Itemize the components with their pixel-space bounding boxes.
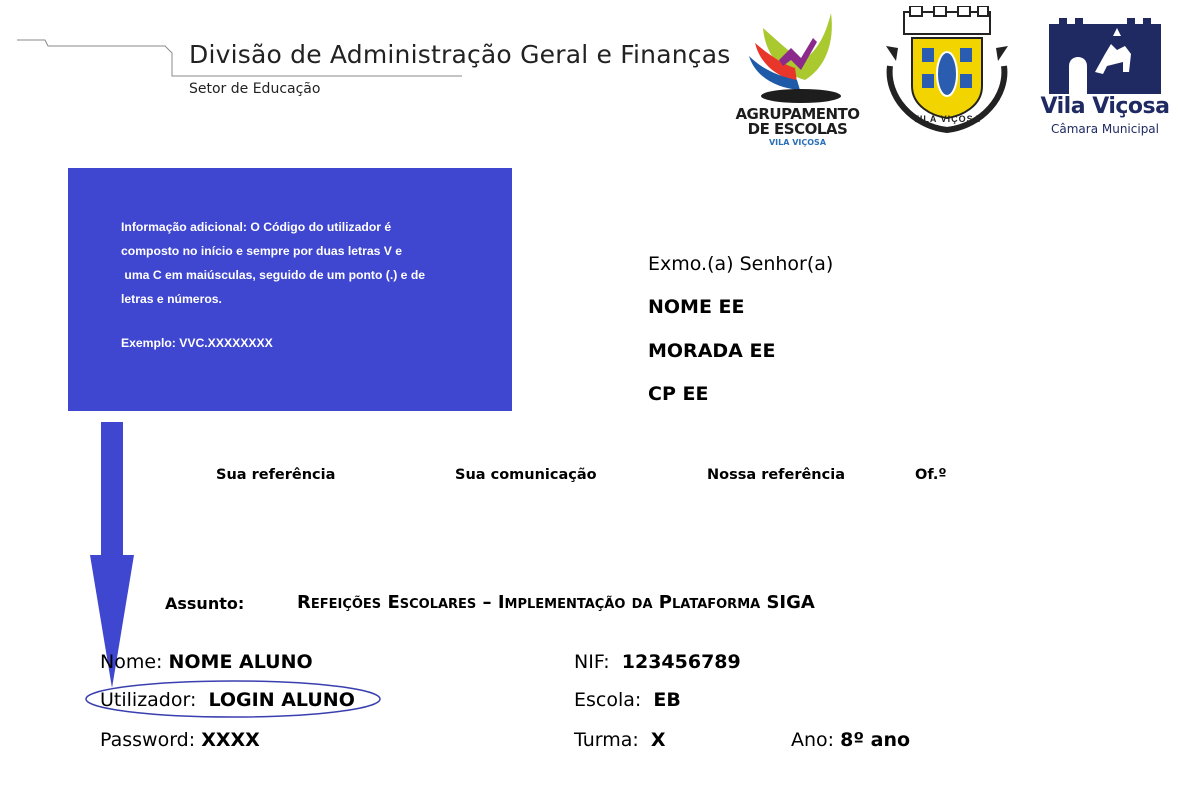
- coat-of-arms: [882, 6, 1012, 136]
- department-subtitle: Setor de Educação: [189, 81, 321, 97]
- agrupamento-line2: DE ESCOLAS: [747, 120, 848, 138]
- agrupamento-line3: VILA VIÇOSA: [768, 138, 827, 147]
- ref-sua-referencia: Sua referência: [216, 467, 336, 483]
- info-example: Exemplo: VVC.XXXXXXXX: [121, 336, 273, 350]
- nif-value: 123456789: [621, 651, 741, 673]
- coat-of-arms-motto: VILA VIÇOSA: [912, 114, 982, 124]
- year-field: [791, 729, 910, 751]
- year-label: Ano:: [791, 729, 835, 751]
- class-field: [574, 729, 666, 751]
- student-name-value: NOME ALUNO: [168, 651, 313, 673]
- student-login-label: Utilizador:: [100, 689, 197, 711]
- student-password-value: XXXX: [201, 729, 260, 751]
- nif-label: NIF:: [574, 651, 610, 673]
- ref-nossa-referencia: Nossa referência: [707, 467, 845, 483]
- student-name-field: [100, 651, 313, 673]
- recipient-address: MORADA EE: [648, 340, 776, 362]
- recipient-postal: CP EE: [648, 383, 709, 405]
- ref-sua-comunicacao: Sua comunicação: [455, 467, 597, 483]
- info-line-3: uma C em maiúsculas, seguido de um ponto (.) e de: [121, 268, 426, 282]
- agrupamento-logo: [735, 8, 860, 153]
- nif-field: [574, 651, 741, 673]
- camara-logo: [1040, 14, 1170, 144]
- class-label: Turma:: [574, 729, 639, 751]
- department-title: Divisão de Administração Geral e Finanças: [189, 40, 731, 69]
- student-login-value: LOGIN ALUNO: [208, 689, 355, 711]
- info-line-4: letras e números.: [121, 292, 222, 306]
- school-field: [574, 689, 681, 711]
- year-value: 8º ano: [840, 729, 911, 751]
- down-arrow-icon: [82, 420, 142, 690]
- camara-sub: Câmara Municipal: [1050, 122, 1159, 136]
- agrupamento-line1: AGRUPAMENTO: [735, 105, 860, 123]
- student-password-field: [100, 729, 260, 751]
- castle-horseman-icon: [1045, 14, 1165, 94]
- student-password-label: Password:: [100, 729, 196, 751]
- school-label: Escola:: [574, 689, 642, 711]
- recipient-name: NOME EE: [648, 296, 745, 318]
- agrupamento-logo-icon: [735, 8, 860, 103]
- login-highlight-ellipse: [84, 678, 384, 722]
- subject-text: Refeições Escolares – Implementação da Plataforma SIGA: [297, 592, 815, 613]
- info-box: [68, 168, 512, 411]
- subject-label: Assunto:: [165, 594, 245, 613]
- ref-oficio: Of.º: [915, 467, 947, 483]
- info-line-2: composto no início e sempre por duas letras V e: [121, 244, 403, 258]
- info-line-1: Informação adicional: O Código do utilizador é: [121, 220, 392, 234]
- student-name-label: Nome:: [100, 651, 163, 673]
- salutation: Exmo.(a) Senhor(a): [648, 253, 834, 275]
- school-value: EB: [653, 689, 681, 711]
- class-value: X: [650, 729, 666, 751]
- camara-name: Vila Viçosa: [1040, 94, 1170, 119]
